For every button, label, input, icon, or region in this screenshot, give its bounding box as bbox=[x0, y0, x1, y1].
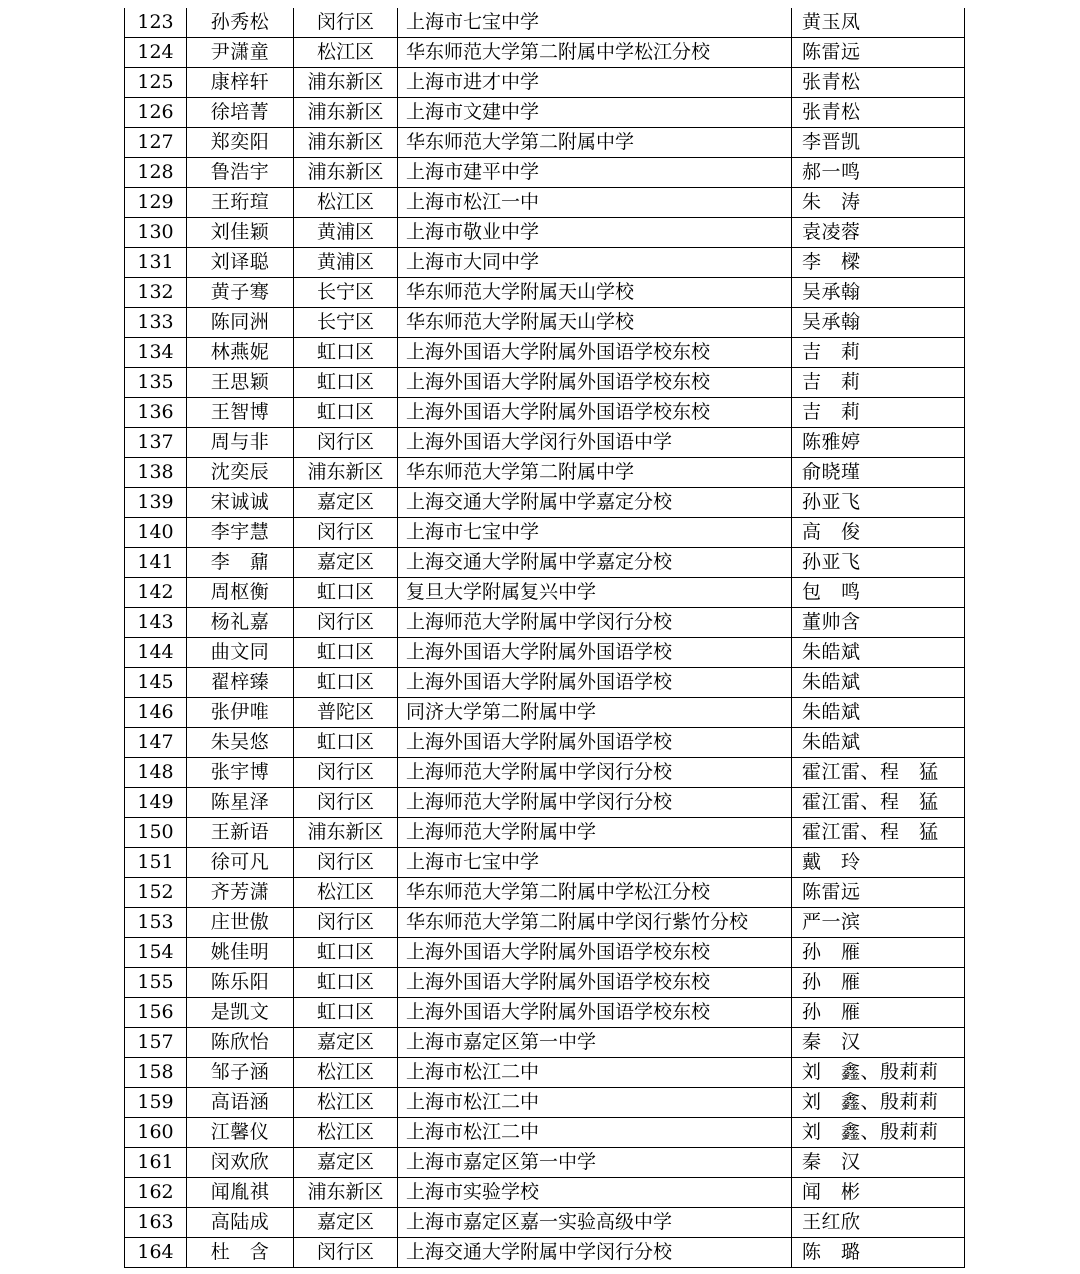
table-row bbox=[125, 278, 965, 308]
coach-name: 陈雷远 bbox=[792, 38, 965, 68]
table-row bbox=[125, 158, 965, 188]
roster-body bbox=[125, 8, 965, 1268]
district: 闵行区 bbox=[294, 608, 398, 638]
district: 闵行区 bbox=[294, 8, 398, 38]
row-number: 133 bbox=[125, 308, 187, 338]
student-name: 王新语 bbox=[187, 818, 294, 848]
district: 嘉定区 bbox=[294, 1148, 398, 1178]
student-name: 江馨仪 bbox=[187, 1118, 294, 1148]
district: 黄浦区 bbox=[294, 248, 398, 278]
table-row bbox=[125, 608, 965, 638]
table-row bbox=[125, 428, 965, 458]
school-name: 华东师范大学第二附属中学 bbox=[398, 458, 792, 488]
school-name: 上海交通大学附属中学闵行分校 bbox=[398, 1238, 792, 1268]
table-row bbox=[125, 1058, 965, 1088]
student-name: 杜 含 bbox=[187, 1238, 294, 1268]
district: 浦东新区 bbox=[294, 458, 398, 488]
district: 虹口区 bbox=[294, 338, 398, 368]
table-row bbox=[125, 518, 965, 548]
row-number: 143 bbox=[125, 608, 187, 638]
table-row bbox=[125, 98, 965, 128]
student-name: 宋诚诚 bbox=[187, 488, 294, 518]
school-name: 上海交通大学附属中学嘉定分校 bbox=[398, 548, 792, 578]
student-name: 尹潇童 bbox=[187, 38, 294, 68]
district: 浦东新区 bbox=[294, 818, 398, 848]
school-name: 上海市嘉定区嘉一实验高级中学 bbox=[398, 1208, 792, 1238]
coach-name: 俞晓瑾 bbox=[792, 458, 965, 488]
school-name: 上海市松江二中 bbox=[398, 1088, 792, 1118]
school-name: 华东师范大学第二附属中学 bbox=[398, 128, 792, 158]
row-number: 151 bbox=[125, 848, 187, 878]
school-name: 上海交通大学附属中学嘉定分校 bbox=[398, 488, 792, 518]
coach-name: 朱皓斌 bbox=[792, 728, 965, 758]
coach-name: 孙亚飞 bbox=[792, 488, 965, 518]
school-name: 上海外国语大学附属外国语学校东校 bbox=[398, 368, 792, 398]
district: 嘉定区 bbox=[294, 488, 398, 518]
row-number: 157 bbox=[125, 1028, 187, 1058]
coach-name: 刘 鑫、殷莉莉 bbox=[792, 1088, 965, 1118]
district: 虹口区 bbox=[294, 968, 398, 998]
coach-name: 吴承翰 bbox=[792, 308, 965, 338]
coach-name: 孙 雁 bbox=[792, 998, 965, 1028]
district: 虹口区 bbox=[294, 938, 398, 968]
row-number: 161 bbox=[125, 1148, 187, 1178]
coach-name: 刘 鑫、殷莉莉 bbox=[792, 1118, 965, 1148]
district: 闵行区 bbox=[294, 788, 398, 818]
student-name: 邹子涵 bbox=[187, 1058, 294, 1088]
school-name: 上海市建平中学 bbox=[398, 158, 792, 188]
row-number: 136 bbox=[125, 398, 187, 428]
district: 闵行区 bbox=[294, 428, 398, 458]
school-name: 华东师范大学第二附属中学闵行紫竹分校 bbox=[398, 908, 792, 938]
table-row bbox=[125, 1028, 965, 1058]
school-name: 上海师范大学附属中学闵行分校 bbox=[398, 608, 792, 638]
table-row bbox=[125, 188, 965, 218]
school-name: 上海市七宝中学 bbox=[398, 8, 792, 38]
table-row bbox=[125, 488, 965, 518]
student-name: 刘译聪 bbox=[187, 248, 294, 278]
row-number: 137 bbox=[125, 428, 187, 458]
coach-name: 张青松 bbox=[792, 68, 965, 98]
coach-name: 吴承翰 bbox=[792, 278, 965, 308]
table-row bbox=[125, 368, 965, 398]
district: 虹口区 bbox=[294, 368, 398, 398]
district: 虹口区 bbox=[294, 578, 398, 608]
student-name: 高陆成 bbox=[187, 1208, 294, 1238]
table-row bbox=[125, 698, 965, 728]
student-name: 高语涵 bbox=[187, 1088, 294, 1118]
school-name: 上海市七宝中学 bbox=[398, 848, 792, 878]
row-number: 124 bbox=[125, 38, 187, 68]
row-number: 146 bbox=[125, 698, 187, 728]
row-number: 140 bbox=[125, 518, 187, 548]
table-row bbox=[125, 218, 965, 248]
coach-name: 朱皓斌 bbox=[792, 638, 965, 668]
district: 松江区 bbox=[294, 1058, 398, 1088]
table-row bbox=[125, 758, 965, 788]
coach-name: 闻 彬 bbox=[792, 1178, 965, 1208]
row-number: 125 bbox=[125, 68, 187, 98]
table-row bbox=[125, 128, 965, 158]
district: 闵行区 bbox=[294, 518, 398, 548]
student-name: 王珩瑄 bbox=[187, 188, 294, 218]
school-name: 复旦大学附属复兴中学 bbox=[398, 578, 792, 608]
school-name: 上海市实验学校 bbox=[398, 1178, 792, 1208]
row-number: 129 bbox=[125, 188, 187, 218]
student-name: 陈同洲 bbox=[187, 308, 294, 338]
roster-table bbox=[124, 8, 965, 1268]
school-name: 上海市进才中学 bbox=[398, 68, 792, 98]
coach-name: 陈雅婷 bbox=[792, 428, 965, 458]
school-name: 上海师范大学附属中学闵行分校 bbox=[398, 788, 792, 818]
student-name: 王思颖 bbox=[187, 368, 294, 398]
school-name: 上海市大同中学 bbox=[398, 248, 792, 278]
student-name: 齐芳潇 bbox=[187, 878, 294, 908]
coach-name: 孙 雁 bbox=[792, 938, 965, 968]
coach-name: 孙亚飞 bbox=[792, 548, 965, 578]
table-row bbox=[125, 998, 965, 1028]
row-number: 159 bbox=[125, 1088, 187, 1118]
coach-name: 霍江雷、程 猛 bbox=[792, 788, 965, 818]
student-name: 陈星泽 bbox=[187, 788, 294, 818]
district: 浦东新区 bbox=[294, 98, 398, 128]
school-name: 上海外国语大学附属外国语学校 bbox=[398, 638, 792, 668]
coach-name: 刘 鑫、殷莉莉 bbox=[792, 1058, 965, 1088]
table-row bbox=[125, 68, 965, 98]
coach-name: 黄玉凤 bbox=[792, 8, 965, 38]
student-name: 姚佳明 bbox=[187, 938, 294, 968]
coach-name: 朱 涛 bbox=[792, 188, 965, 218]
district: 闵行区 bbox=[294, 908, 398, 938]
school-name: 上海市松江一中 bbox=[398, 188, 792, 218]
table-row bbox=[125, 308, 965, 338]
district: 闵行区 bbox=[294, 848, 398, 878]
row-number: 128 bbox=[125, 158, 187, 188]
student-name: 陈乐阳 bbox=[187, 968, 294, 998]
row-number: 147 bbox=[125, 728, 187, 758]
row-number: 149 bbox=[125, 788, 187, 818]
school-name: 华东师范大学第二附属中学松江分校 bbox=[398, 878, 792, 908]
table-row bbox=[125, 1208, 965, 1238]
row-number: 148 bbox=[125, 758, 187, 788]
school-name: 上海市七宝中学 bbox=[398, 518, 792, 548]
district: 浦东新区 bbox=[294, 68, 398, 98]
school-name: 华东师范大学附属天山学校 bbox=[398, 278, 792, 308]
row-number: 150 bbox=[125, 818, 187, 848]
row-number: 158 bbox=[125, 1058, 187, 1088]
coach-name: 秦 汉 bbox=[792, 1148, 965, 1178]
district: 嘉定区 bbox=[294, 1028, 398, 1058]
student-name: 刘佳颖 bbox=[187, 218, 294, 248]
coach-name: 陈 璐 bbox=[792, 1238, 965, 1268]
table-row bbox=[125, 938, 965, 968]
district: 虹口区 bbox=[294, 398, 398, 428]
table-row bbox=[125, 1238, 965, 1268]
district: 长宁区 bbox=[294, 278, 398, 308]
table-row bbox=[125, 908, 965, 938]
row-number: 153 bbox=[125, 908, 187, 938]
district: 松江区 bbox=[294, 878, 398, 908]
district: 松江区 bbox=[294, 1088, 398, 1118]
student-name: 徐培菁 bbox=[187, 98, 294, 128]
coach-name: 李 樑 bbox=[792, 248, 965, 278]
table-row bbox=[125, 398, 965, 428]
student-name: 闻胤祺 bbox=[187, 1178, 294, 1208]
student-name: 闵欢欣 bbox=[187, 1148, 294, 1178]
student-name: 杨礼嘉 bbox=[187, 608, 294, 638]
school-name: 上海外国语大学附属外国语学校东校 bbox=[398, 968, 792, 998]
table-row bbox=[125, 818, 965, 848]
table-row bbox=[125, 638, 965, 668]
school-name: 上海师范大学附属中学闵行分校 bbox=[398, 758, 792, 788]
coach-name: 霍江雷、程 猛 bbox=[792, 818, 965, 848]
coach-name: 朱皓斌 bbox=[792, 698, 965, 728]
coach-name: 吉 莉 bbox=[792, 398, 965, 428]
coach-name: 孙 雁 bbox=[792, 968, 965, 998]
school-name: 上海外国语大学闵行外国语中学 bbox=[398, 428, 792, 458]
coach-name: 袁凌蓉 bbox=[792, 218, 965, 248]
coach-name: 戴 玲 bbox=[792, 848, 965, 878]
school-name: 上海师范大学附属中学 bbox=[398, 818, 792, 848]
row-number: 163 bbox=[125, 1208, 187, 1238]
coach-name: 郝一鸣 bbox=[792, 158, 965, 188]
district: 虹口区 bbox=[294, 998, 398, 1028]
district: 虹口区 bbox=[294, 668, 398, 698]
coach-name: 董帅含 bbox=[792, 608, 965, 638]
district: 闵行区 bbox=[294, 1238, 398, 1268]
school-name: 上海市嘉定区第一中学 bbox=[398, 1148, 792, 1178]
district: 浦东新区 bbox=[294, 128, 398, 158]
table-row bbox=[125, 248, 965, 278]
school-name: 华东师范大学第二附属中学松江分校 bbox=[398, 38, 792, 68]
student-name: 王智博 bbox=[187, 398, 294, 428]
table-row bbox=[125, 458, 965, 488]
coach-name: 严一滨 bbox=[792, 908, 965, 938]
district: 浦东新区 bbox=[294, 1178, 398, 1208]
school-name: 同济大学第二附属中学 bbox=[398, 698, 792, 728]
school-name: 上海市松江二中 bbox=[398, 1058, 792, 1088]
district: 浦东新区 bbox=[294, 158, 398, 188]
roster-sheet bbox=[124, 8, 964, 1268]
school-name: 上海外国语大学附属外国语学校东校 bbox=[398, 398, 792, 428]
student-name: 沈奕辰 bbox=[187, 458, 294, 488]
row-number: 132 bbox=[125, 278, 187, 308]
row-number: 145 bbox=[125, 668, 187, 698]
district: 松江区 bbox=[294, 1118, 398, 1148]
row-number: 131 bbox=[125, 248, 187, 278]
district: 嘉定区 bbox=[294, 548, 398, 578]
school-name: 上海外国语大学附属外国语学校 bbox=[398, 668, 792, 698]
student-name: 周枢衡 bbox=[187, 578, 294, 608]
student-name: 徐可凡 bbox=[187, 848, 294, 878]
coach-name: 高 俊 bbox=[792, 518, 965, 548]
row-number: 138 bbox=[125, 458, 187, 488]
table-row bbox=[125, 8, 965, 38]
coach-name: 王红欣 bbox=[792, 1208, 965, 1238]
district: 长宁区 bbox=[294, 308, 398, 338]
school-name: 上海外国语大学附属外国语学校东校 bbox=[398, 938, 792, 968]
row-number: 152 bbox=[125, 878, 187, 908]
row-number: 139 bbox=[125, 488, 187, 518]
row-number: 127 bbox=[125, 128, 187, 158]
table-row bbox=[125, 578, 965, 608]
row-number: 164 bbox=[125, 1238, 187, 1268]
school-name: 上海市嘉定区第一中学 bbox=[398, 1028, 792, 1058]
student-name: 庄世傲 bbox=[187, 908, 294, 938]
student-name: 翟梓臻 bbox=[187, 668, 294, 698]
table-row bbox=[125, 548, 965, 578]
table-row bbox=[125, 848, 965, 878]
district: 虹口区 bbox=[294, 638, 398, 668]
coach-name: 吉 莉 bbox=[792, 368, 965, 398]
table-row bbox=[125, 1088, 965, 1118]
school-name: 上海市敬业中学 bbox=[398, 218, 792, 248]
row-number: 134 bbox=[125, 338, 187, 368]
row-number: 130 bbox=[125, 218, 187, 248]
student-name: 朱吴悠 bbox=[187, 728, 294, 758]
coach-name: 秦 汉 bbox=[792, 1028, 965, 1058]
row-number: 155 bbox=[125, 968, 187, 998]
row-number: 160 bbox=[125, 1118, 187, 1148]
coach-name: 朱皓斌 bbox=[792, 668, 965, 698]
table-row bbox=[125, 1118, 965, 1148]
district: 松江区 bbox=[294, 188, 398, 218]
district: 闵行区 bbox=[294, 758, 398, 788]
school-name: 上海市松江二中 bbox=[398, 1118, 792, 1148]
row-number: 156 bbox=[125, 998, 187, 1028]
table-row bbox=[125, 668, 965, 698]
coach-name: 张青松 bbox=[792, 98, 965, 128]
row-number: 126 bbox=[125, 98, 187, 128]
row-number: 141 bbox=[125, 548, 187, 578]
coach-name: 霍江雷、程 猛 bbox=[792, 758, 965, 788]
row-number: 123 bbox=[125, 8, 187, 38]
student-name: 张宇博 bbox=[187, 758, 294, 788]
table-row bbox=[125, 968, 965, 998]
student-name: 林燕妮 bbox=[187, 338, 294, 368]
student-name: 郑奕阳 bbox=[187, 128, 294, 158]
row-number: 162 bbox=[125, 1178, 187, 1208]
table-row bbox=[125, 728, 965, 758]
student-name: 是凯文 bbox=[187, 998, 294, 1028]
table-row bbox=[125, 38, 965, 68]
district: 虹口区 bbox=[294, 728, 398, 758]
school-name: 上海外国语大学附属外国语学校东校 bbox=[398, 338, 792, 368]
student-name: 康梓轩 bbox=[187, 68, 294, 98]
row-number: 142 bbox=[125, 578, 187, 608]
student-name: 李宇慧 bbox=[187, 518, 294, 548]
table-row bbox=[125, 338, 965, 368]
coach-name: 陈雷远 bbox=[792, 878, 965, 908]
row-number: 144 bbox=[125, 638, 187, 668]
school-name: 上海外国语大学附属外国语学校 bbox=[398, 728, 792, 758]
coach-name: 包 鸣 bbox=[792, 578, 965, 608]
table-row bbox=[125, 1148, 965, 1178]
student-name: 周与非 bbox=[187, 428, 294, 458]
row-number: 135 bbox=[125, 368, 187, 398]
row-number: 154 bbox=[125, 938, 187, 968]
school-name: 华东师范大学附属天山学校 bbox=[398, 308, 792, 338]
district: 普陀区 bbox=[294, 698, 398, 728]
student-name: 张伊唯 bbox=[187, 698, 294, 728]
student-name: 孙秀松 bbox=[187, 8, 294, 38]
student-name: 陈欣怡 bbox=[187, 1028, 294, 1058]
student-name: 李 鼐 bbox=[187, 548, 294, 578]
school-name: 上海市文建中学 bbox=[398, 98, 792, 128]
student-name: 黄子骞 bbox=[187, 278, 294, 308]
district: 嘉定区 bbox=[294, 1208, 398, 1238]
student-name: 鲁浩宇 bbox=[187, 158, 294, 188]
table-row bbox=[125, 788, 965, 818]
table-row bbox=[125, 1178, 965, 1208]
coach-name: 李晋凯 bbox=[792, 128, 965, 158]
table-row bbox=[125, 878, 965, 908]
district: 松江区 bbox=[294, 38, 398, 68]
coach-name: 吉 莉 bbox=[792, 338, 965, 368]
school-name: 上海外国语大学附属外国语学校东校 bbox=[398, 998, 792, 1028]
student-name: 曲文同 bbox=[187, 638, 294, 668]
district: 黄浦区 bbox=[294, 218, 398, 248]
